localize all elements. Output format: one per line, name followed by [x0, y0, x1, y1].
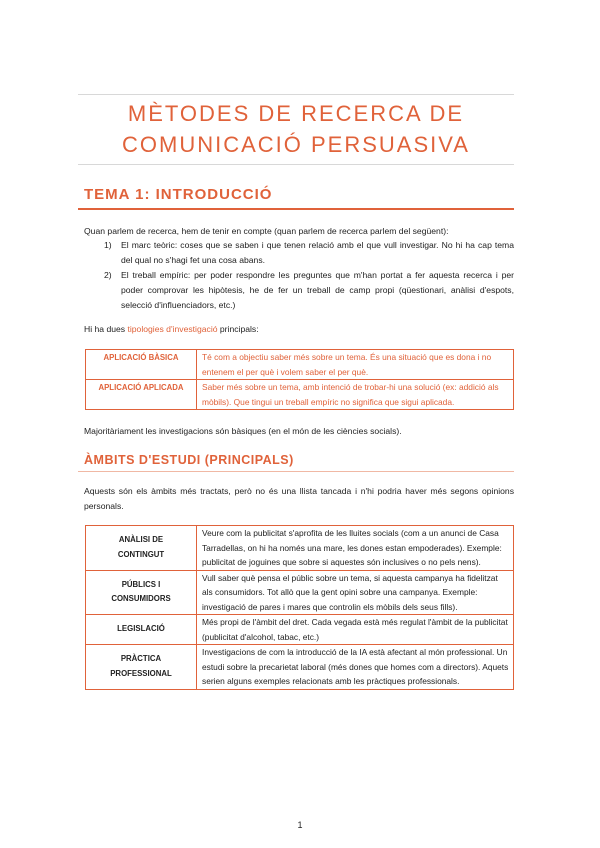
table-text: Té com a objectiu saber més sobre un tema. És una situació que es dona i no entenem el per què i volem saber el per què. — [197, 350, 514, 380]
label-line-2: CONTINGUT — [117, 549, 165, 559]
top-rule — [78, 94, 514, 95]
title-line-2: COMUNICACIÓ PERSUASIVA — [122, 132, 470, 157]
list-text: El marc teòric: coses que se saben i que tenen relació amb el que vull investigar. No hi ha cap tema del qual no s'hagi fet una cosa abans. — [121, 240, 514, 265]
title-bottom-rule — [78, 164, 514, 165]
fields-table — [85, 525, 514, 690]
table-text: Veure com la publicitat s'aprofita de les lluites socials (com a un anunci de Casa Tarradellas, on hi ha només una mare, les dones estan empoderades). Exemple: publicitat de joguines que sobre si aquestes són inclusives o no pels nens). — [197, 526, 514, 571]
title-line-1: MÈTODES DE RECERCA DE — [127, 101, 465, 126]
table-label — [86, 526, 197, 571]
list-item — [104, 268, 514, 313]
table-text: Vull saber què pensa el públic sobre un tema, si aquesta campanya ha fidelitzat als consumidors. Tot allò que la gent opini sobre una campanya. Exemple: investigació de pares i mares que controlin els mòbils dels seus fills). — [197, 570, 514, 615]
list-item — [104, 238, 514, 268]
typologies-before: Hi ha dues — [84, 324, 128, 334]
table-label: APLICACIÓ BÀSICA — [86, 350, 197, 380]
document-title — [78, 98, 514, 160]
table-text: Investigacions de com la introducció de la IA està afectant al món professional. Un estudi sobre la precarietat laboral (més dones que homes com a directors). Aquets serien alguns exemples relacionats amb les pràctiques professionals. — [197, 645, 514, 690]
table-row — [86, 380, 514, 410]
table-label — [86, 570, 197, 615]
section-1-heading: TEMA 1: INTRODUCCIÓ — [84, 186, 273, 203]
list-number: 2) — [104, 270, 112, 280]
typologies-table — [85, 349, 514, 410]
table-text: Més propi de l'àmbit del dret. Cada vegada està més regulat l'àmbit de la publicitat (publicitat d'alcohol, tabac, etc.) — [197, 615, 514, 645]
table-row — [86, 645, 514, 690]
list-text: El treball empíric: per poder respondre les preguntes que m'han portat a fer aquesta recerca i per poder comprovar les hipòtesis, he de fer un treball de camp propi (qüestionari, anàlisi d'espots, selecció d'influenciadors, etc.) — [121, 270, 514, 310]
typologies-sentence — [84, 322, 514, 337]
section-2-heading-rule — [78, 471, 514, 472]
typologies-highlight: tipologies d'investigació — [127, 324, 218, 334]
label-line-1: LEGISLACIÓ — [117, 624, 165, 634]
section-1-intro: Quan parlem de recerca, hem de tenir en compte (quan parlem de recerca parlem del següent): — [84, 226, 449, 236]
table-text: Saber més sobre un tema, amb intenció de trobar-hi una solució (ex: addició als mòbils). Que tingui un treball empíric no significa que sigui aplicada. — [197, 380, 514, 410]
table-row — [86, 570, 514, 615]
table-row — [86, 526, 514, 571]
list-number: 1) — [104, 240, 112, 250]
label-line-2: PROFESSIONAL — [110, 668, 172, 678]
page-number: 1 — [297, 820, 303, 830]
table-row — [86, 350, 514, 380]
section-1-conclusion: Majoritàriament les investigacions són bàsiques (en el món de les ciències socials). — [84, 426, 402, 436]
table-label — [86, 645, 197, 690]
section-2-intro: Aquests són els àmbits més tractats, però no és una llista tancada i n'hi podria haver més segons opinions personals. — [84, 486, 514, 511]
section-2-heading: ÀMBITS D'ESTUDI (PRINCIPALS) — [84, 453, 294, 467]
label-line-1: ANÀLISI DE — [118, 535, 164, 545]
section-1-heading-rule — [78, 208, 514, 210]
table-row — [86, 615, 514, 645]
table-label — [86, 615, 197, 645]
table-label: APLICACIÓ APLICADA — [86, 380, 197, 410]
typologies-after: principals: — [217, 324, 259, 334]
label-line-2: CONSUMIDORS — [111, 594, 171, 604]
label-line-1: PRÀCTICA — [120, 654, 162, 664]
label-line-1: PÚBLICS I — [121, 579, 161, 589]
